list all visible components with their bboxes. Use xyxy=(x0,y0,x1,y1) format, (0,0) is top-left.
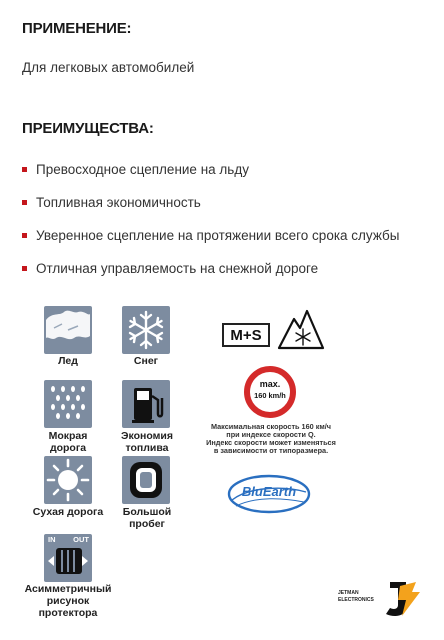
advantage-text: Превосходное сцепление на льду xyxy=(36,162,249,177)
speed-note-1: Максимальная скорость 160 км/ч xyxy=(210,422,332,431)
jetman-logo xyxy=(338,578,424,620)
wet-road-label-2: дорога xyxy=(49,442,87,454)
bullet-icon xyxy=(22,167,27,172)
bluearth-text: BluEarth xyxy=(241,484,297,499)
bullet-icon xyxy=(22,200,27,205)
advantage-text: Топливная экономичность xyxy=(36,195,201,210)
application-heading: ПРИМЕНЕНИЕ: xyxy=(22,20,132,37)
fuel-pump-icon xyxy=(122,380,170,428)
advantage-item xyxy=(22,162,249,177)
advantage-text: Отличная управляемость на снежной дороге xyxy=(36,261,319,276)
speed-note-2: при индексе скорости Q. xyxy=(226,430,316,439)
asym-out-label: OUT xyxy=(73,535,89,544)
fuel-label-2: топлива xyxy=(125,442,169,454)
mileage-label-1: Большой xyxy=(122,506,172,518)
asym-label-2: рисунок xyxy=(46,595,90,607)
advantage-item xyxy=(22,195,201,210)
advantages-heading: ПРЕИМУЩЕСТВА: xyxy=(22,120,154,137)
wet-road-label-1: Мокрая xyxy=(48,430,88,442)
speed-limit-sign xyxy=(244,366,296,418)
tire-icon xyxy=(122,456,170,504)
snowflake-icon xyxy=(122,306,170,354)
asym-label-3: протектора xyxy=(38,607,98,619)
dry-road-label: Сухая дорога xyxy=(32,506,104,518)
ice-icon xyxy=(44,306,92,354)
fuel-label-1: Экономия xyxy=(121,430,173,442)
jetman-text-1: JETMAN xyxy=(338,590,359,596)
mileage-label-2: пробег xyxy=(129,518,165,530)
bullet-icon xyxy=(22,266,27,271)
bullet-icon xyxy=(22,233,27,238)
speed-value-label: 160 km/h xyxy=(254,391,286,400)
speed-note-3: Индекс скорости может изменяться xyxy=(206,438,336,447)
advantage-item xyxy=(22,261,318,276)
application-text: Для легковых автомобилей xyxy=(22,60,195,75)
ms-badge: M+S xyxy=(222,323,270,347)
rain-drops-icon xyxy=(44,380,92,428)
jetman-text-2: ELECTRONICS xyxy=(338,597,374,603)
asymmetric-tread-icon xyxy=(44,534,92,582)
sun-icon xyxy=(44,456,92,504)
asym-in-label: IN xyxy=(48,535,56,544)
snow-label: Снег xyxy=(133,355,159,367)
asym-label-1: Асимметричный xyxy=(24,583,112,595)
ice-label: Лед xyxy=(58,355,78,367)
advantage-item xyxy=(22,228,399,243)
advantage-text: Уверенное сцепление на протяжении всего срока службы xyxy=(36,228,400,243)
speed-note-4: в зависимости от типоразмера. xyxy=(213,446,329,455)
speed-max-label: max. xyxy=(259,379,281,389)
mountain-snowflake-icon xyxy=(276,307,326,356)
bluearth-logo xyxy=(226,472,312,516)
